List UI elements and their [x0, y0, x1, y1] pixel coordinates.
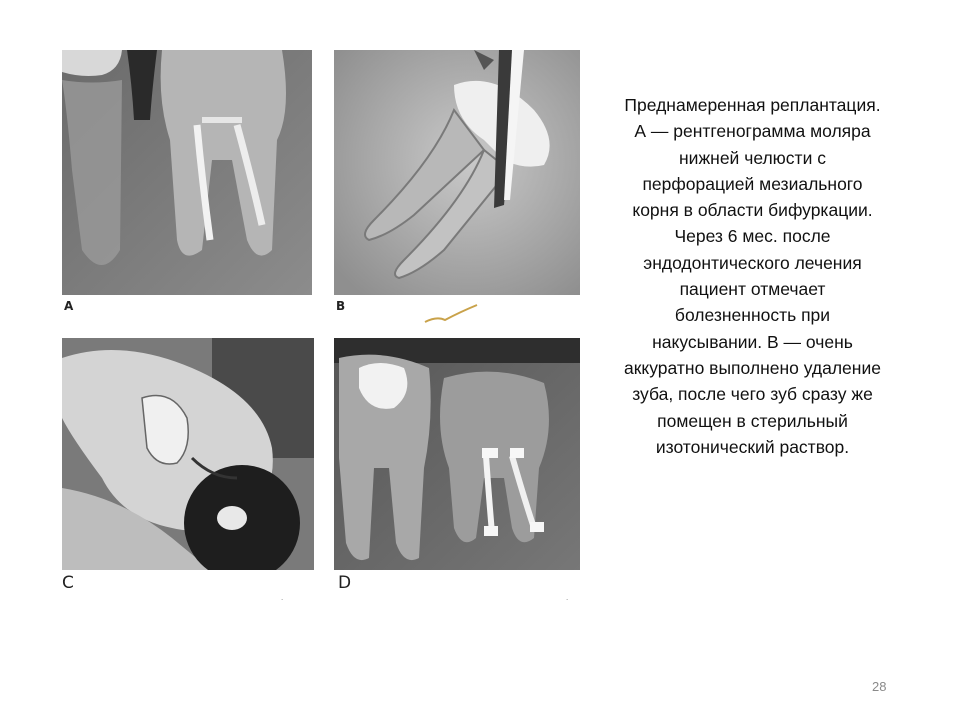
panel-label-a: A [64, 299, 74, 313]
caption-line: Преднамеренная реплантация. [624, 95, 881, 115]
caption-line: зуба, после чего зуб сразу же [632, 384, 873, 405]
caption-line: нижней челюсти с [679, 147, 826, 168]
caption-line: болезненность при [674, 305, 831, 326]
caption-line: Через 6 мес. после [674, 226, 831, 247]
caption-line: перфорацией мезиального [642, 173, 863, 194]
photo-b-image [334, 50, 580, 295]
caption-line: накусывании. В — очень [652, 331, 853, 352]
caption-line: помещен в стерильный [657, 410, 848, 431]
radiograph-d-image [334, 338, 580, 570]
decorative-specks [415, 300, 485, 340]
speck-c: · [281, 596, 284, 604]
photo-b [334, 50, 580, 295]
caption-line: изотонический раствор. [655, 436, 850, 457]
speck-d: · [566, 596, 569, 604]
caption-line: корня в области бифуркации. [632, 200, 873, 221]
panel-label-b: B [336, 299, 346, 313]
caption-line: аккуратно выполнено удаление [624, 357, 881, 378]
caption-line: эндодонтического лечения [643, 252, 862, 273]
radiograph-a-image [62, 50, 312, 295]
caption-line: пациент отмечает [679, 279, 826, 300]
radiograph-d [334, 338, 580, 570]
panel-label-c: C [62, 573, 74, 593]
radiograph-a [62, 50, 312, 295]
photo-c [62, 338, 314, 570]
panel-label-d: D [338, 573, 352, 593]
page-number: 28 [872, 679, 887, 694]
photo-c-image [62, 338, 314, 570]
caption [600, 92, 905, 460]
caption-line: А — рентгенограмма моляра [634, 121, 871, 142]
